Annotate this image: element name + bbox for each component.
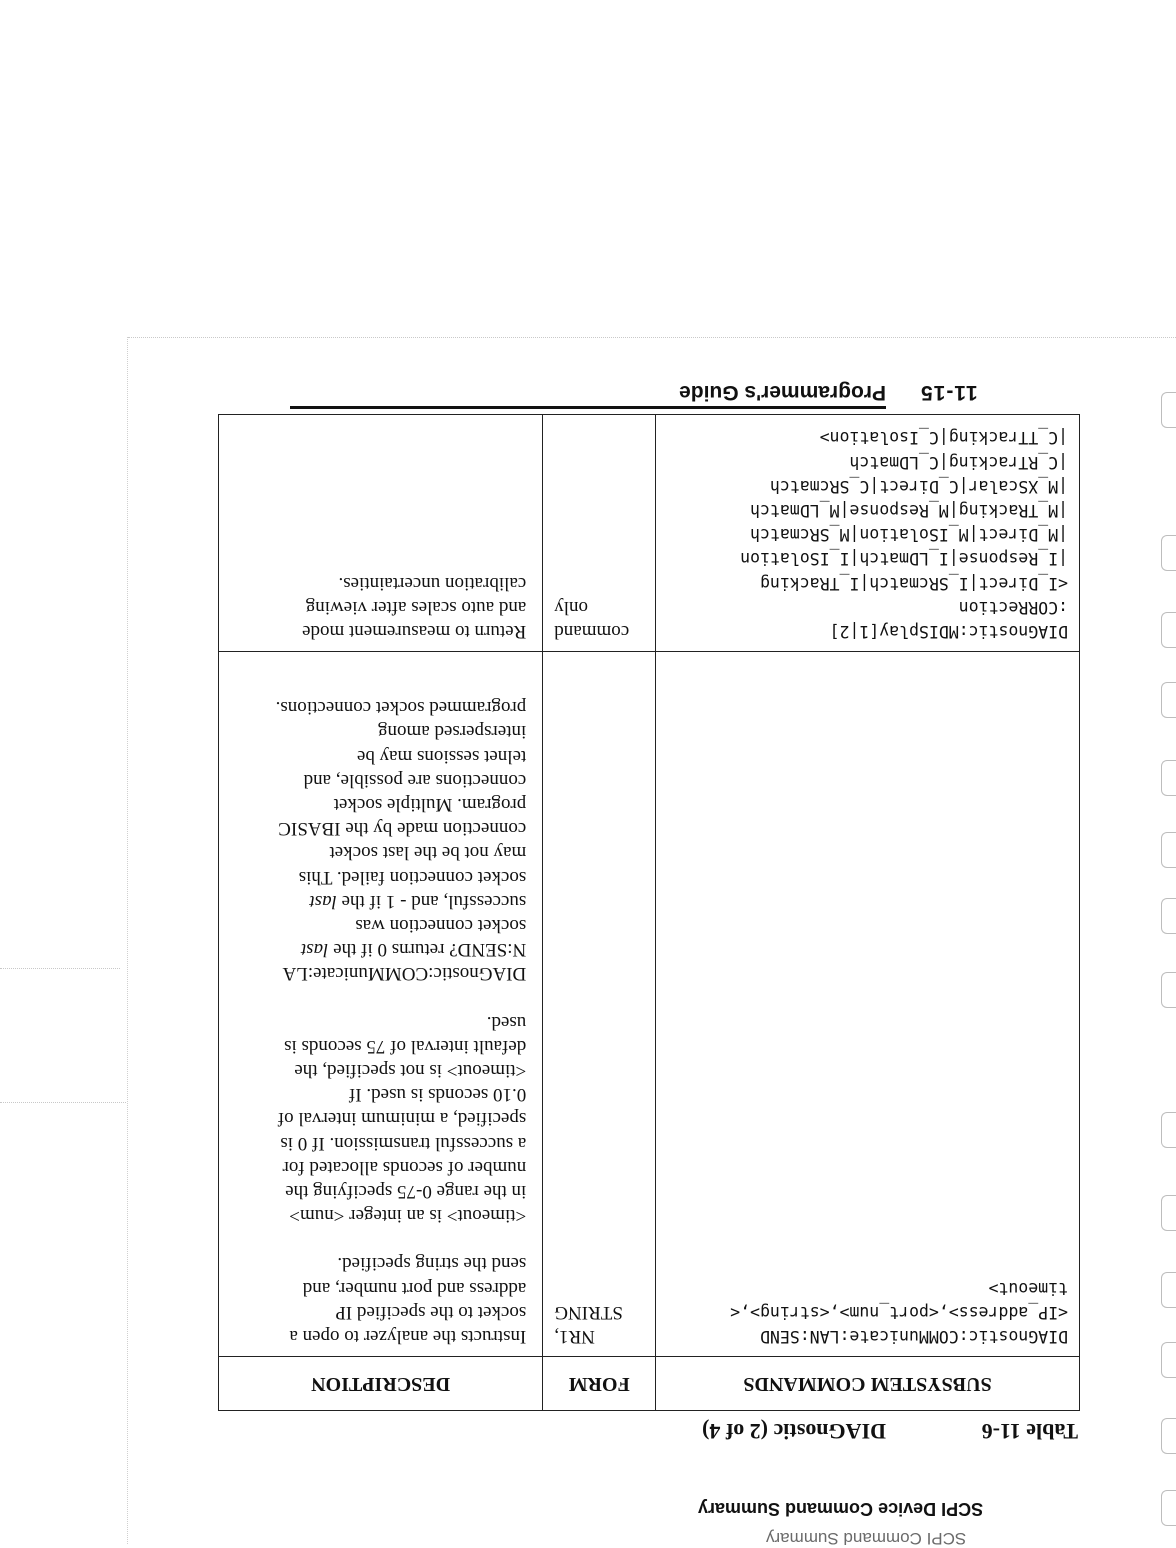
command-cell: DIAGnostic:MDISplay[1|2] :CORRection <I_Direct|I_SRcmatch|I_TRacking |I_Response|I_LDmatch|I_ISolation |M_Direct|M_ISolation|M_SRcmatch |M_TRacking|M_Response|M_LDmatch |M_XScalar|C_Direct|C_SRcmatch |C_RTracking|C_LDmatch |C_TTracking|C_Isolation> <box>656 415 1080 652</box>
footer-ghost-text: SCPI Command Summary <box>766 1529 967 1548</box>
description-paragraph: Instructs the analyzer to open a socket to the specified IP address and port number, and send the string specified. <box>289 1253 527 1347</box>
table-header-row <box>219 1357 1080 1411</box>
form-cell: command only <box>543 415 656 652</box>
description-paragraph: <timeout> is an integer <num> in the range 0-75 specifying the number of seconds allocated for a successful transmission. If 0 is specified, a minimum interval of 0.10 seconds is used. If <timeout> is not specified, the default interval of 75 seconds is used. <box>277 1011 527 1227</box>
table-row <box>219 415 1080 652</box>
column-header-form: FORM <box>543 1357 656 1411</box>
header-rule <box>290 406 886 409</box>
description-text: DIAGnostic:COMMunicate:LA N:SEND? returns 0 if the <box>282 939 527 985</box>
description-cell <box>219 652 543 1357</box>
table-title: DIAGnostic (2 of 4) <box>702 1419 886 1444</box>
emphasis-text: last <box>300 939 329 961</box>
command-table <box>218 414 1080 1411</box>
column-header-description: DESCRIPTION <box>219 1357 543 1411</box>
table-number: Table 11-6 <box>981 1419 1078 1444</box>
command-cell: DIAGnostic:COMMunicate:LAN:SEND <IP_address>,<port_num>,<string>,< timeout> <box>656 652 1080 1357</box>
description-text: socket connection was successful, and - 1 if the <box>341 890 527 936</box>
page-number: 11-15 <box>920 381 978 404</box>
footer-section-title: SCPI Device Command Summary <box>698 1499 984 1519</box>
form-cell: NR1, STRING <box>543 652 656 1357</box>
guide-title: Programmer's Guide <box>679 381 886 404</box>
emphasis-text: last <box>309 890 337 912</box>
description-paragraph <box>230 695 526 985</box>
description-cell: Return to measurement mode and auto scales after viewing calibration uncertainties. <box>219 415 543 652</box>
column-header-subsystem: SUBSYSTEM COMMANDS <box>656 1357 1080 1411</box>
description-text: socket connection failed. This may not be the last socket connection made by the IBASIC program. Multiple socket connections are possible, and telnet sessions may be interspersed among programmed socket connections. <box>275 697 527 888</box>
table-row <box>219 652 1080 1357</box>
